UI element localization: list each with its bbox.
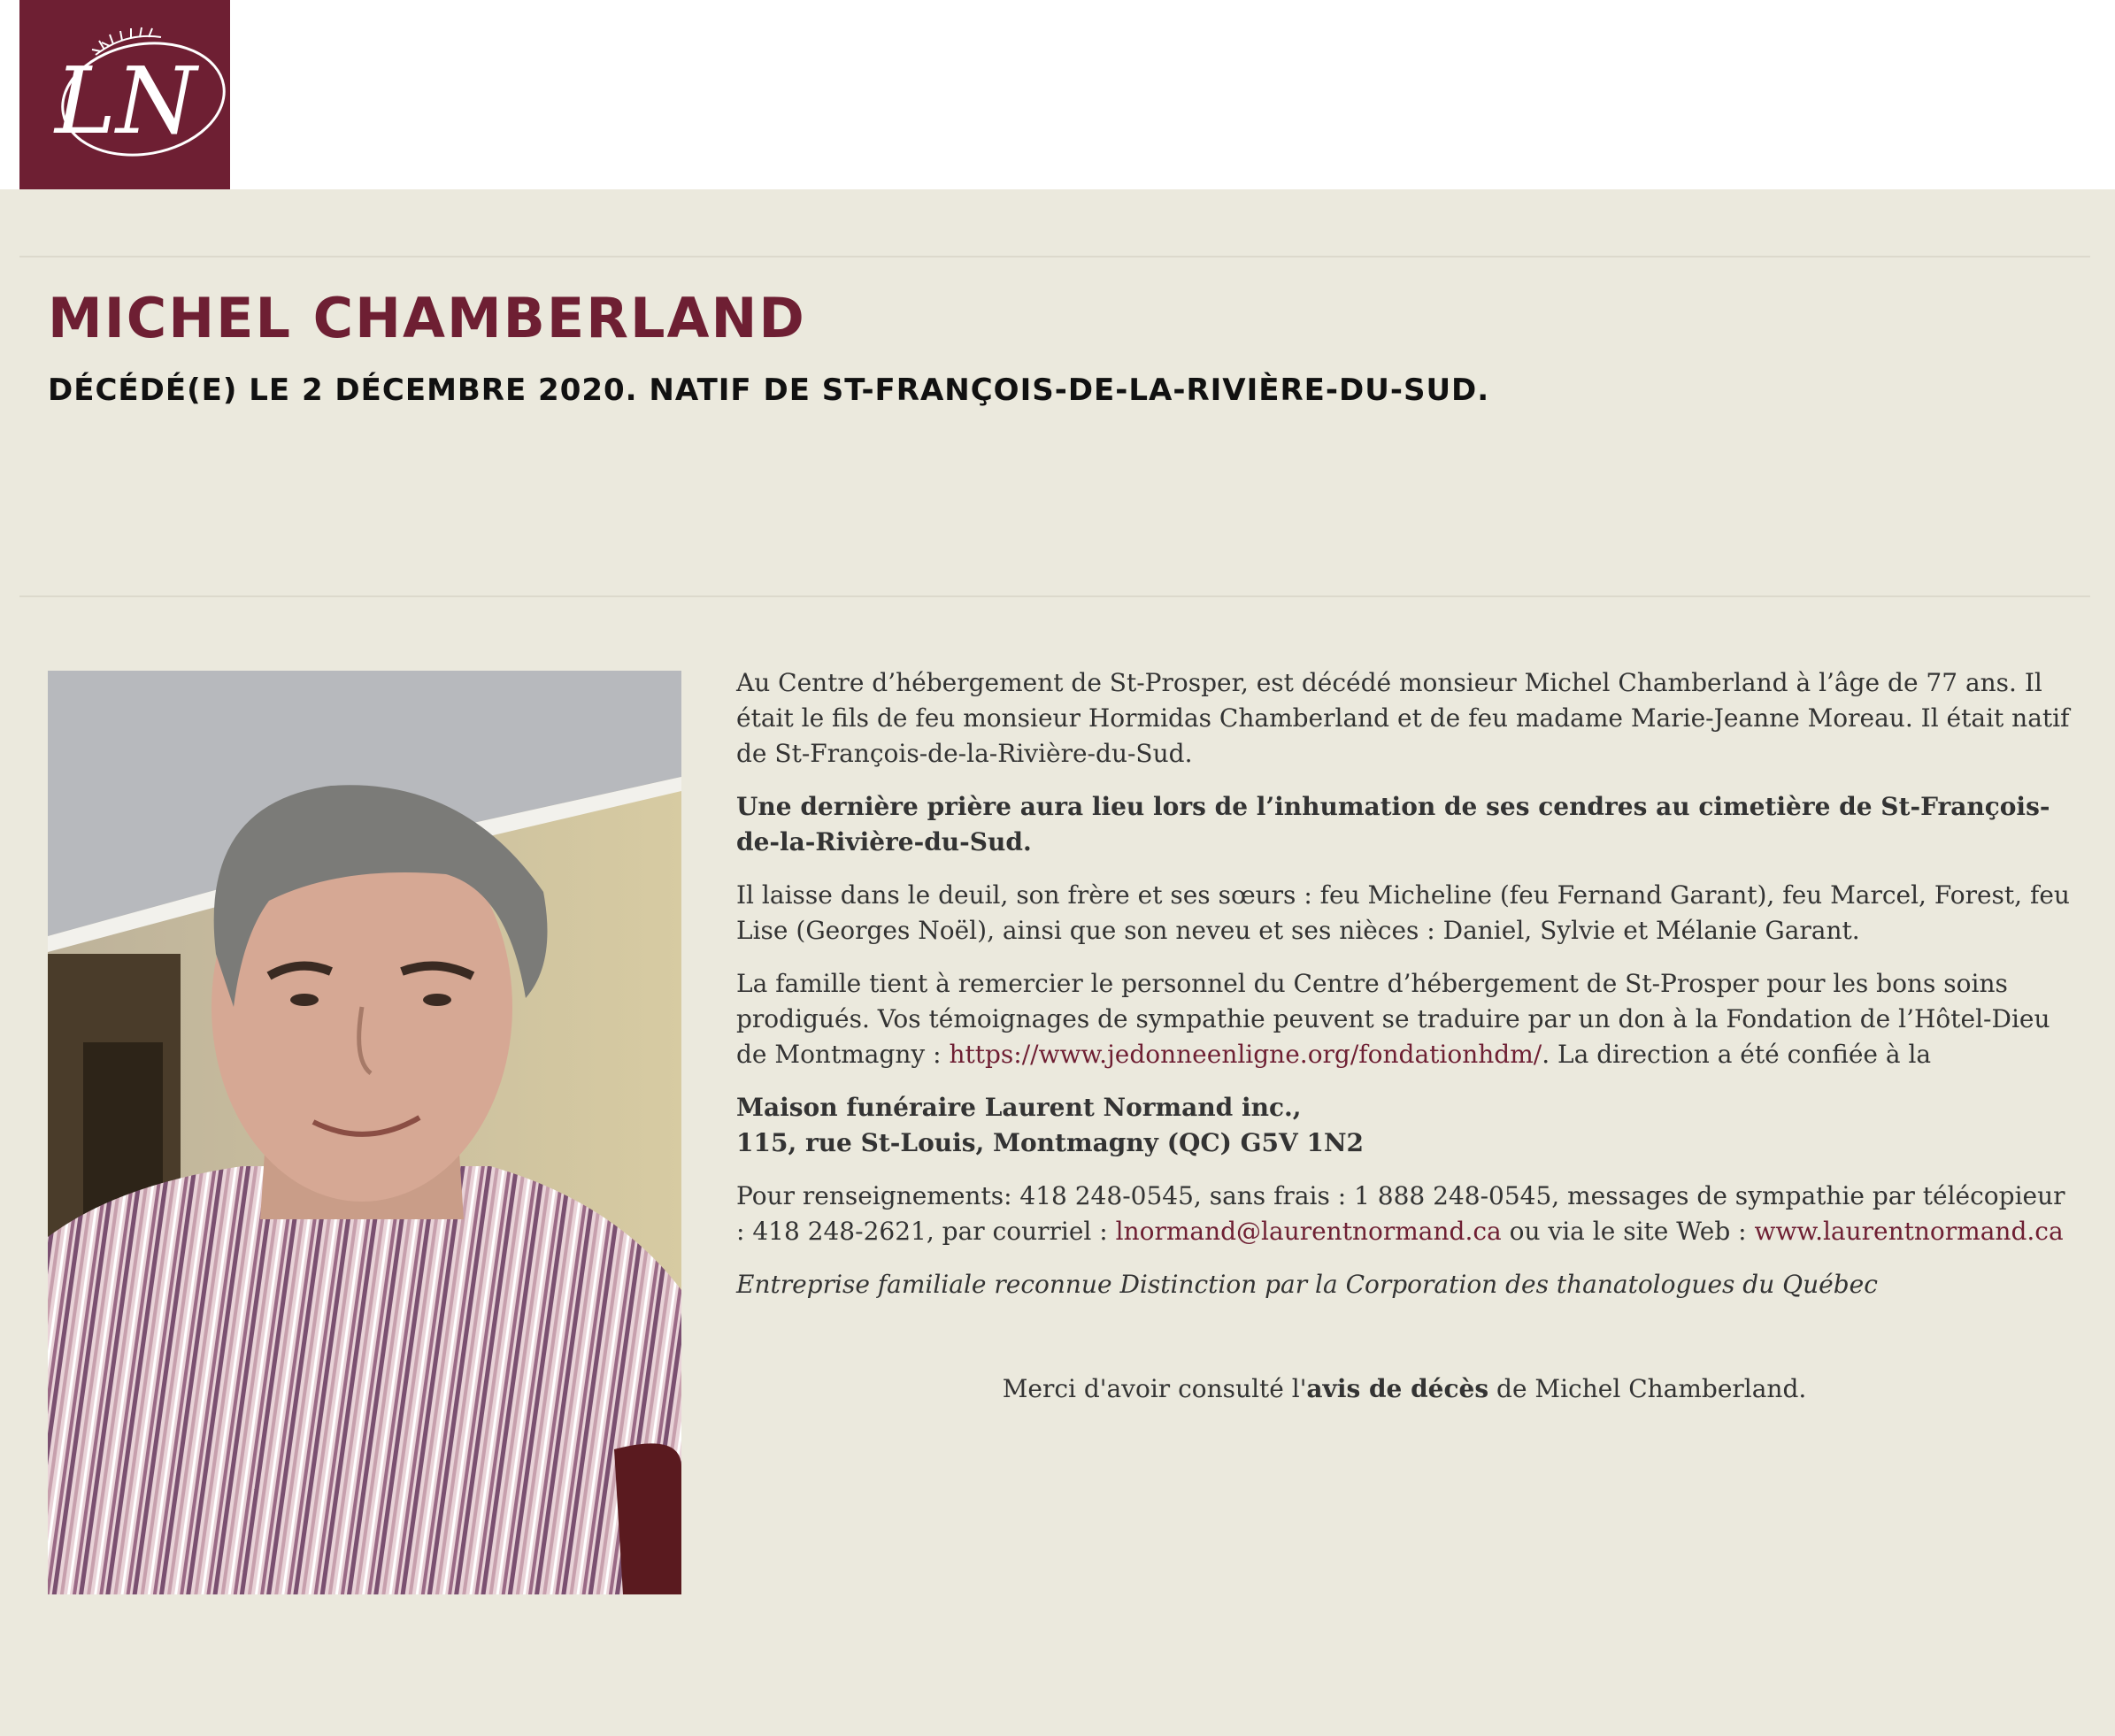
contact-text: Pour renseignements: 418 248-0545, sans frais : 1 888 248-0545, messages de sympathie par télécopieur : 418 248-2621, par courriel :	[736, 1181, 2065, 1246]
portrait-image	[48, 671, 681, 1594]
obituary-paragraph-donation	[736, 966, 2073, 1072]
contact-paragraph	[736, 1179, 2073, 1249]
thanks-text-after: de Michel Chamberland.	[1488, 1374, 1807, 1403]
website-link[interactable]: www.laurentnormand.ca	[1754, 1217, 2064, 1246]
obituary-paragraph-family: Il laisse dans le deuil, son frère et ses sœurs : feu Micheline (feu Fernand Garant), feu Marcel, Forest, feu Lise (Georges Noël), ainsi que son neveu et ses nièces : Daniel, Sylvie et Mélanie Garant.	[736, 880, 2070, 945]
donation-text-after: . La direction a été confiée à la	[1542, 1040, 1932, 1069]
site-logo[interactable]	[19, 0, 230, 189]
funeral-home-address: 115, rue St-Louis, Montmagny (QC) G5V 1N2	[736, 1128, 1365, 1157]
portrait-photo	[48, 671, 681, 1594]
top-bar	[0, 0, 2115, 189]
thanks-bold: avis de décès	[1306, 1374, 1489, 1403]
thanks-text: Merci d'avoir consulté l'	[1002, 1374, 1307, 1403]
funeral-home-name: Maison funéraire Laurent Normand inc.,	[736, 1093, 1302, 1122]
death-subtitle: DÉCÉDÉ(E) LE 2 DÉCEMBRE 2020. NATIF DE ST-FRANÇOIS-DE-LA-RIVIÈRE-DU-SUD.	[48, 373, 1490, 408]
ln-monogram-icon	[19, 0, 230, 189]
divider-bottom	[19, 595, 2090, 597]
thanks-message	[736, 1371, 2073, 1407]
donation-text: La famille tient à remercier le personnel du Centre d’hébergement de St-Prosper pour les bons soins prodigués. Vos témoignages de sympathie peuvent se traduire par un don à la Fondation de l’Hôtel-Dieu de Montmagny :	[736, 969, 2050, 1069]
svg-text:LN: LN	[55, 47, 197, 155]
distinction-note: Entreprise familiale reconnue Distinction par la Corporation des thanatologues du Québec	[736, 1270, 1878, 1299]
email-link[interactable]: lnormand@laurentnormand.ca	[1115, 1217, 1502, 1246]
obituary-paragraph-ceremony: Une dernière prière aura lieu lors de l’inhumation de ses cendres au cimetière de St-François-de-la-Rivière-du-Sud.	[736, 792, 2050, 856]
divider-top	[19, 256, 2090, 257]
contact-text-middle: ou via le site Web :	[1501, 1217, 1755, 1246]
obituary-text	[736, 665, 2073, 1425]
deceased-name: MICHEL CHAMBERLAND	[48, 286, 806, 350]
donation-link[interactable]: https://www.jedonneenligne.org/fondationhdm/	[949, 1040, 1542, 1069]
funeral-home-block	[736, 1090, 2073, 1161]
obituary-paragraph-death: Au Centre d’hébergement de St-Prosper, est décédé monsieur Michel Chamberland à l’âge de 77 ans. Il était le fils de feu monsieur Hormidas Chamberland et de feu madame Marie-Jeanne Moreau. Il était natif de St-François-de-la-Rivière-du-Sud.	[736, 668, 2070, 768]
